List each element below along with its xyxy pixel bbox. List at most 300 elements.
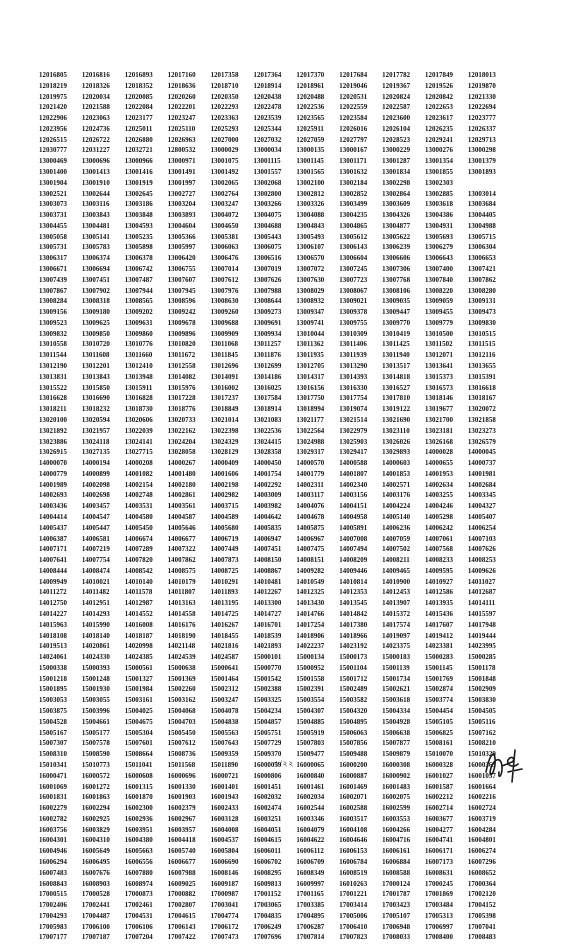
roll-number-cell: 15004334 [382, 709, 425, 716]
roll-number-cell: 17000364 [468, 882, 511, 889]
roll-number-cell: 13009455 [425, 310, 468, 317]
roll-number-cell: 13011406 [339, 342, 382, 349]
roll-number-cell: 14006387 [39, 537, 82, 544]
roll-number-cell: 13003843 [82, 213, 125, 220]
roll-number-cell: 14000655 [425, 461, 468, 468]
roll-number-cell: 13000167 [339, 148, 382, 155]
roll-number-cell: 15003161 [125, 698, 168, 705]
roll-number-cell: 14019444 [468, 634, 511, 641]
roll-number-cell: 14008211 [382, 558, 425, 565]
roll-number-cell: 16006011 [253, 849, 296, 856]
roll-number-cell: 14012586 [425, 590, 468, 597]
roll-number-cell: 13021514 [339, 418, 382, 425]
table-row [39, 190, 511, 201]
roll-number-cell: 13013843 [82, 375, 125, 382]
roll-number-cell: 15000338 [39, 666, 82, 673]
roll-number-cell: 13008565 [125, 299, 168, 306]
roll-number-cell: 13006239 [382, 245, 425, 252]
roll-number-cell: 14000028 [425, 450, 468, 457]
roll-number-cell: 13010419 [382, 332, 425, 339]
roll-number-cell: 14008209 [339, 558, 382, 565]
roll-number-cell: 16002032 [253, 795, 296, 802]
roll-number-cell: 13002303 [425, 181, 468, 188]
table-row [39, 567, 511, 578]
roll-number-cell: 13009523 [39, 321, 82, 328]
roll-number-table [39, 71, 511, 944]
roll-number-cell: 13007607 [168, 278, 211, 285]
roll-number-cell: 14000603 [382, 461, 425, 468]
roll-number-cell: 12026337 [468, 127, 511, 134]
table-row [39, 621, 511, 632]
roll-number-cell: 13009473 [468, 310, 511, 317]
table-row [39, 394, 511, 405]
roll-number-cell: 13005443 [253, 235, 296, 242]
roll-number-cell: 15001930 [82, 687, 125, 694]
roll-number-cell: 15004857 [253, 720, 296, 727]
roll-number-cell: 13015911 [125, 386, 168, 393]
roll-number-cell: 15009370 [253, 752, 296, 759]
roll-number-cell: 13004931 [425, 224, 468, 231]
table-row [39, 179, 511, 190]
roll-number-cell: 16004008 [211, 828, 254, 835]
roll-number-cell: 13003247 [211, 202, 254, 209]
roll-number-cell: 15000638 [168, 666, 211, 673]
roll-number-cell: 14024061 [39, 655, 82, 662]
roll-number-cell: 14001754 [253, 472, 296, 479]
roll-number-cell: 13028358 [253, 450, 296, 457]
roll-number-cell: 16001461 [296, 785, 339, 792]
roll-number-cell: 17005398 [468, 914, 511, 921]
roll-number-cell: 17006106 [125, 925, 168, 932]
roll-number-cell: 13000029 [211, 148, 254, 155]
roll-number-cell: 15011890 [211, 763, 254, 770]
roll-number-cell: 16007483 [39, 871, 82, 878]
roll-number-cell: 14001953 [425, 472, 468, 479]
roll-number-cell: 13023181 [425, 429, 468, 436]
roll-number-cell: 14003561 [168, 504, 211, 511]
roll-number-cell: 13020072 [468, 407, 511, 414]
roll-number-cell: 15004528 [39, 720, 82, 727]
roll-number-cell: 13013831 [39, 375, 82, 382]
roll-number-cell: 13002068 [253, 181, 296, 188]
roll-number-cell: 14007289 [125, 547, 168, 554]
roll-number-cell: 13003731 [39, 213, 82, 220]
roll-number-cell: 16004716 [382, 838, 425, 845]
roll-number-cell: 13001400 [39, 170, 82, 177]
roll-number-cell: 16003553 [382, 817, 425, 824]
roll-number-cell: 17002120 [468, 892, 511, 899]
table-row [39, 373, 511, 384]
roll-number-cell: 14002292 [253, 483, 296, 490]
roll-number-cell: 14021893 [253, 644, 296, 651]
roll-number-cell: 17007422 [168, 935, 211, 942]
roll-number-cell: 15000393 [82, 666, 125, 673]
roll-number-cell: 15009488 [339, 752, 382, 759]
roll-number-cell: 13003073 [39, 202, 82, 209]
roll-number-cell: 14006581 [82, 537, 125, 544]
roll-number-cell: 16008519 [339, 871, 382, 878]
roll-number-cell: 14009949 [39, 580, 82, 587]
roll-number-cell: 17001152 [253, 892, 296, 899]
roll-number-cell: 14001480 [168, 472, 211, 479]
roll-number-cell: 13007976 [211, 289, 254, 296]
roll-number-cell: 14000588 [339, 461, 382, 468]
roll-number-cell: 16001483 [382, 785, 425, 792]
roll-number-cell: 12020260 [168, 95, 211, 102]
roll-number-cell: 15001464 [211, 677, 254, 684]
roll-number-cell: 16008631 [425, 871, 468, 878]
roll-number-cell: 16002279 [39, 806, 82, 813]
roll-number-cell: 14011027 [468, 580, 511, 587]
roll-number-cell: 13002800 [253, 192, 296, 199]
roll-number-cell: 17006287 [296, 925, 339, 932]
roll-number-cell: 14004589 [211, 515, 254, 522]
roll-number-cell: 15006825 [425, 731, 468, 738]
roll-number-cell: 14018539 [253, 634, 296, 641]
roll-number-cell: 15003830 [468, 698, 511, 705]
roll-number-cell: 16002294 [82, 806, 125, 813]
roll-number-cell: 14017948 [468, 623, 511, 630]
roll-number-cell: 16002212 [425, 795, 468, 802]
roll-number-cell: 13006107 [296, 245, 339, 252]
roll-number-cell: 16004310 [82, 838, 125, 845]
roll-number-cell: 16008295 [253, 871, 296, 878]
roll-number-cell: 16002433 [211, 806, 254, 813]
roll-number-cell: 16004380 [125, 838, 168, 845]
roll-number-cell: 13014091 [211, 375, 254, 382]
roll-number-cell: 13010776 [125, 342, 168, 349]
roll-number-cell: 14014558 [168, 612, 211, 619]
roll-number-cell: 13016690 [82, 396, 125, 403]
roll-number-cell: 14008444 [39, 569, 82, 576]
roll-number-cell: 14018140 [82, 634, 125, 641]
roll-number-cell: 16003951 [125, 828, 168, 835]
roll-number-cell: 13007988 [253, 289, 296, 296]
roll-number-cell: 15007578 [82, 741, 125, 748]
roll-number-cell: 16000696 [168, 774, 211, 781]
roll-number-cell: 13000034 [253, 148, 296, 155]
roll-number-cell: 16002474 [253, 806, 296, 813]
roll-number-cell: 16007296 [468, 860, 511, 867]
roll-number-cell: 13013517 [382, 364, 425, 371]
roll-number-cell: 13024415 [253, 440, 296, 447]
roll-number-cell: 12026880 [125, 138, 168, 145]
table-row [39, 847, 511, 858]
roll-number-cell: 15001984 [125, 687, 168, 694]
roll-number-cell: 14010179 [168, 580, 211, 587]
roll-number-cell: 13008644 [253, 299, 296, 306]
roll-number-cell: 14002982 [211, 493, 254, 500]
roll-number-cell: 13001632 [339, 170, 382, 177]
roll-number-cell: 14002098 [82, 483, 125, 490]
roll-number-cell: 13018211 [39, 407, 82, 414]
roll-number-cell: 17000528 [82, 892, 125, 899]
roll-number-cell: 12023177 [125, 116, 168, 123]
roll-number-cell: 13004604 [168, 224, 211, 231]
roll-number-cell: 13011257 [253, 342, 296, 349]
roll-number-cell: 14015372 [382, 612, 425, 619]
table-row [39, 308, 511, 319]
table-row [39, 836, 511, 847]
roll-number-cell: 14012987 [125, 601, 168, 608]
roll-number-cell: 14024539 [168, 655, 211, 662]
roll-number-cell: 15005563 [211, 731, 254, 738]
roll-number-cell: 14004547 [82, 515, 125, 522]
roll-number-cell: 15005177 [82, 731, 125, 738]
roll-number-cell: 13013641 [425, 364, 468, 371]
roll-number-cell: 17004835 [253, 914, 296, 921]
roll-number-cell: 15004307 [296, 709, 339, 716]
roll-number-cell: 16009025 [168, 882, 211, 889]
roll-number-cell: 12020488 [296, 95, 339, 102]
roll-number-cell: 13017228 [168, 396, 211, 403]
roll-number-cell: 13023886 [39, 440, 82, 447]
roll-number-cell: 16001057 [468, 774, 511, 781]
roll-number-cell: 13006653 [468, 256, 511, 263]
roll-number-cell: 16003128 [211, 817, 254, 824]
roll-number-cell: 13002644 [82, 192, 125, 199]
roll-number-cell: 15000173 [339, 655, 382, 662]
roll-number-cell: 14014727 [253, 612, 296, 619]
roll-number-cell: 15001139 [382, 666, 425, 673]
roll-number-cell: 13004075 [253, 213, 296, 220]
roll-number-cell: 15004078 [211, 709, 254, 716]
table-row [39, 330, 511, 341]
roll-number-cell: 16001401 [211, 785, 254, 792]
roll-number-cell: 13003186 [125, 202, 168, 209]
roll-number-cell: 13002298 [382, 181, 425, 188]
roll-number-cell: 15001104 [339, 666, 382, 673]
roll-number-cell: 13012201 [82, 364, 125, 371]
roll-number-cell: 13005898 [125, 245, 168, 252]
roll-number-cell: 13011660 [125, 353, 168, 360]
roll-number-cell: 17004895 [296, 914, 339, 921]
roll-number-cell: 14013163 [168, 601, 211, 608]
roll-number-cell: 16004946 [39, 849, 82, 856]
roll-number-cell: 15008310 [39, 752, 82, 759]
roll-number-cell: 16008903 [82, 882, 125, 889]
roll-number-cell: 17007473 [211, 935, 254, 942]
roll-number-cell: 16003829 [82, 828, 125, 835]
roll-number-cell: 12025911 [296, 127, 339, 134]
roll-number-cell: 16001870 [125, 795, 168, 802]
roll-number-cell: 14012267 [253, 590, 296, 597]
roll-number-cell: 14007008 [339, 537, 382, 544]
roll-number-cell: 16010263 [339, 882, 382, 889]
roll-number-cell: 13005731 [39, 245, 82, 252]
roll-number-cell: 17003385 [296, 903, 339, 910]
roll-number-cell: 13009447 [382, 310, 425, 317]
roll-number-cell: 16001664 [468, 785, 511, 792]
roll-number-cell: 13004481 [82, 224, 125, 231]
roll-number-cell: 16004741 [425, 838, 468, 845]
table-row [39, 384, 511, 395]
roll-number-cell: 13000469 [39, 159, 82, 166]
roll-number-cell: 12023063 [82, 116, 125, 123]
roll-number-cell: 13007867 [39, 289, 82, 296]
roll-number-cell: 15004703 [168, 720, 211, 727]
roll-number-cell: 17008033 [382, 935, 425, 942]
roll-number-cell: 14015597 [468, 612, 511, 619]
roll-number-cell: 15006638 [382, 731, 425, 738]
roll-number-cell: 12019526 [425, 84, 468, 91]
roll-number-cell: 15005167 [39, 731, 82, 738]
table-row [39, 114, 511, 125]
roll-number-cell: 13014186 [253, 375, 296, 382]
roll-number-cell: 14002861 [168, 493, 211, 500]
roll-number-cell: 13014082 [168, 375, 211, 382]
roll-number-cell: 14014552 [125, 612, 168, 619]
roll-number-cell: 13006143 [339, 245, 382, 252]
roll-number-cell: 16002599 [382, 806, 425, 813]
roll-number-cell: 13003204 [168, 202, 211, 209]
roll-number-cell: 13009678 [168, 321, 211, 328]
roll-number-cell: 14013430 [296, 601, 339, 608]
roll-number-cell: 14005646 [168, 526, 211, 533]
roll-number-cell: 13007019 [253, 267, 296, 274]
roll-number-cell: 16006709 [296, 860, 339, 867]
table-row [39, 125, 511, 136]
roll-number-cell: 13015850 [82, 386, 125, 393]
roll-number-cell: 13001379 [468, 159, 511, 166]
table-row [39, 448, 511, 459]
roll-number-cell: 14006719 [211, 537, 254, 544]
table-row [39, 632, 511, 643]
roll-number-cell: 13021858 [468, 418, 511, 425]
table-row [39, 599, 511, 610]
roll-number-cell: 14007502 [382, 547, 425, 554]
table-row [39, 934, 511, 944]
roll-number-cell: 13008932 [296, 299, 339, 306]
roll-number-cell: 16009813 [253, 882, 296, 889]
roll-number-cell: 13018914 [253, 407, 296, 414]
roll-number-cell: 13001893 [468, 170, 511, 177]
roll-number-cell: 13000971 [168, 159, 211, 166]
roll-number-cell: 17001869 [425, 892, 468, 899]
roll-number-cell: 14008725 [211, 569, 254, 576]
roll-number-cell: 15000101 [253, 655, 296, 662]
roll-number-cell: 16001587 [425, 785, 468, 792]
roll-number-cell: 13004326 [382, 213, 425, 220]
roll-number-cell: 13018776 [168, 407, 211, 414]
roll-number-cell: 13015373 [425, 375, 468, 382]
roll-number-cell: 13022536 [253, 429, 296, 436]
roll-number-cell: 17005006 [339, 914, 382, 921]
roll-number-cell: 15002621 [382, 687, 425, 694]
roll-number-cell: 16006495 [82, 860, 125, 867]
roll-number-cell: 14004414 [39, 515, 82, 522]
roll-number-cell: 16002216 [468, 795, 511, 802]
roll-number-cell: 13006304 [468, 245, 511, 252]
roll-number-cell: 13001075 [211, 159, 254, 166]
roll-number-cell: 14016008 [125, 623, 168, 630]
roll-number-cell: 17006948 [382, 925, 425, 932]
table-row [39, 405, 511, 416]
roll-number-cell: 15000561 [125, 666, 168, 673]
roll-number-cell: 17001221 [339, 892, 382, 899]
roll-number-cell: 12025110 [168, 127, 211, 134]
roll-number-cell: 14003982 [253, 504, 296, 511]
roll-number-cell: 15005751 [253, 731, 296, 738]
roll-number-cell: 15001712 [339, 677, 382, 684]
roll-number-cell: 12019367 [382, 84, 425, 91]
roll-number-cell: 13006063 [211, 245, 254, 252]
roll-number-cell: 13021083 [253, 418, 296, 425]
roll-number-cell: 15002260 [168, 687, 211, 694]
roll-number-cell: 16001272 [82, 785, 125, 792]
roll-number-cell: 14006242 [425, 526, 468, 533]
roll-number-cell: 15000952 [296, 666, 339, 673]
roll-number-cell: 13009378 [339, 310, 382, 317]
roll-number-cell: 14017254 [296, 623, 339, 630]
table-row [39, 642, 511, 653]
table-row [39, 696, 511, 707]
roll-number-cell: 16002782 [39, 817, 82, 824]
roll-number-cell: 13003014 [468, 192, 511, 199]
roll-number-cell: 13020733 [168, 418, 211, 425]
roll-number-cell: 12800532 [168, 148, 211, 155]
roll-number-cell: 13007451 [82, 278, 125, 285]
roll-number-cell: 15007307 [39, 741, 82, 748]
roll-number-cell: 13011362 [296, 342, 339, 349]
roll-number-cell: 13011845 [211, 353, 254, 360]
roll-number-cell: 14009595 [425, 569, 468, 576]
roll-number-cell: 13009180 [82, 310, 125, 317]
roll-number-cell: 13001287 [382, 159, 425, 166]
roll-number-cell: 14002180 [168, 483, 211, 490]
roll-number-cell: 13001354 [425, 159, 468, 166]
roll-number-cell: 14002634 [425, 483, 468, 490]
table-row [39, 297, 511, 308]
roll-number-cell: 13013655 [468, 364, 511, 371]
roll-number-cell: 13012696 [211, 364, 254, 371]
roll-number-cell: 13005058 [39, 235, 82, 242]
roll-number-cell: 13024204 [168, 440, 211, 447]
roll-number-cell: 13006374 [82, 256, 125, 263]
roll-number-cell: 14011578 [125, 590, 168, 597]
roll-number-cell: 15001769 [425, 677, 468, 684]
roll-number-cell: 14003117 [296, 493, 339, 500]
roll-number-cell: 14005140 [382, 515, 425, 522]
roll-number-cell: 14018966 [339, 634, 382, 641]
roll-number-cell: 14007103 [468, 537, 511, 544]
roll-number-cell: 12025011 [125, 127, 168, 134]
roll-number-cell: 13005381 [211, 235, 254, 242]
roll-number-cell: 13006604 [339, 256, 382, 263]
roll-number-cell: 13008596 [168, 299, 211, 306]
table-row [39, 341, 511, 352]
roll-number-cell: 14003531 [125, 504, 168, 511]
roll-number-cell: 13009131 [468, 299, 511, 306]
roll-number-cell: 12026235 [425, 127, 468, 134]
roll-number-cell: 16000308 [382, 763, 425, 770]
roll-number-cell: 14007322 [168, 547, 211, 554]
roll-number-cell: 15009359 [211, 752, 254, 759]
roll-number-cell: 13011515 [468, 342, 511, 349]
roll-number-cell: 13011544 [39, 353, 82, 360]
roll-number-cell: 16003719 [468, 817, 511, 824]
table-row [39, 319, 511, 330]
roll-number-cell: 14000450 [253, 461, 296, 468]
roll-number-cell: 12017849 [425, 73, 468, 80]
roll-number-cell: 14007449 [211, 547, 254, 554]
roll-number-cell: 12020438 [253, 95, 296, 102]
roll-number-cell: 14002571 [382, 483, 425, 490]
roll-number-cell: 14003176 [382, 493, 425, 500]
roll-number-cell: 12022906 [39, 116, 82, 123]
roll-number-cell: 13002184 [339, 181, 382, 188]
roll-number-cell: 13005235 [125, 235, 168, 242]
